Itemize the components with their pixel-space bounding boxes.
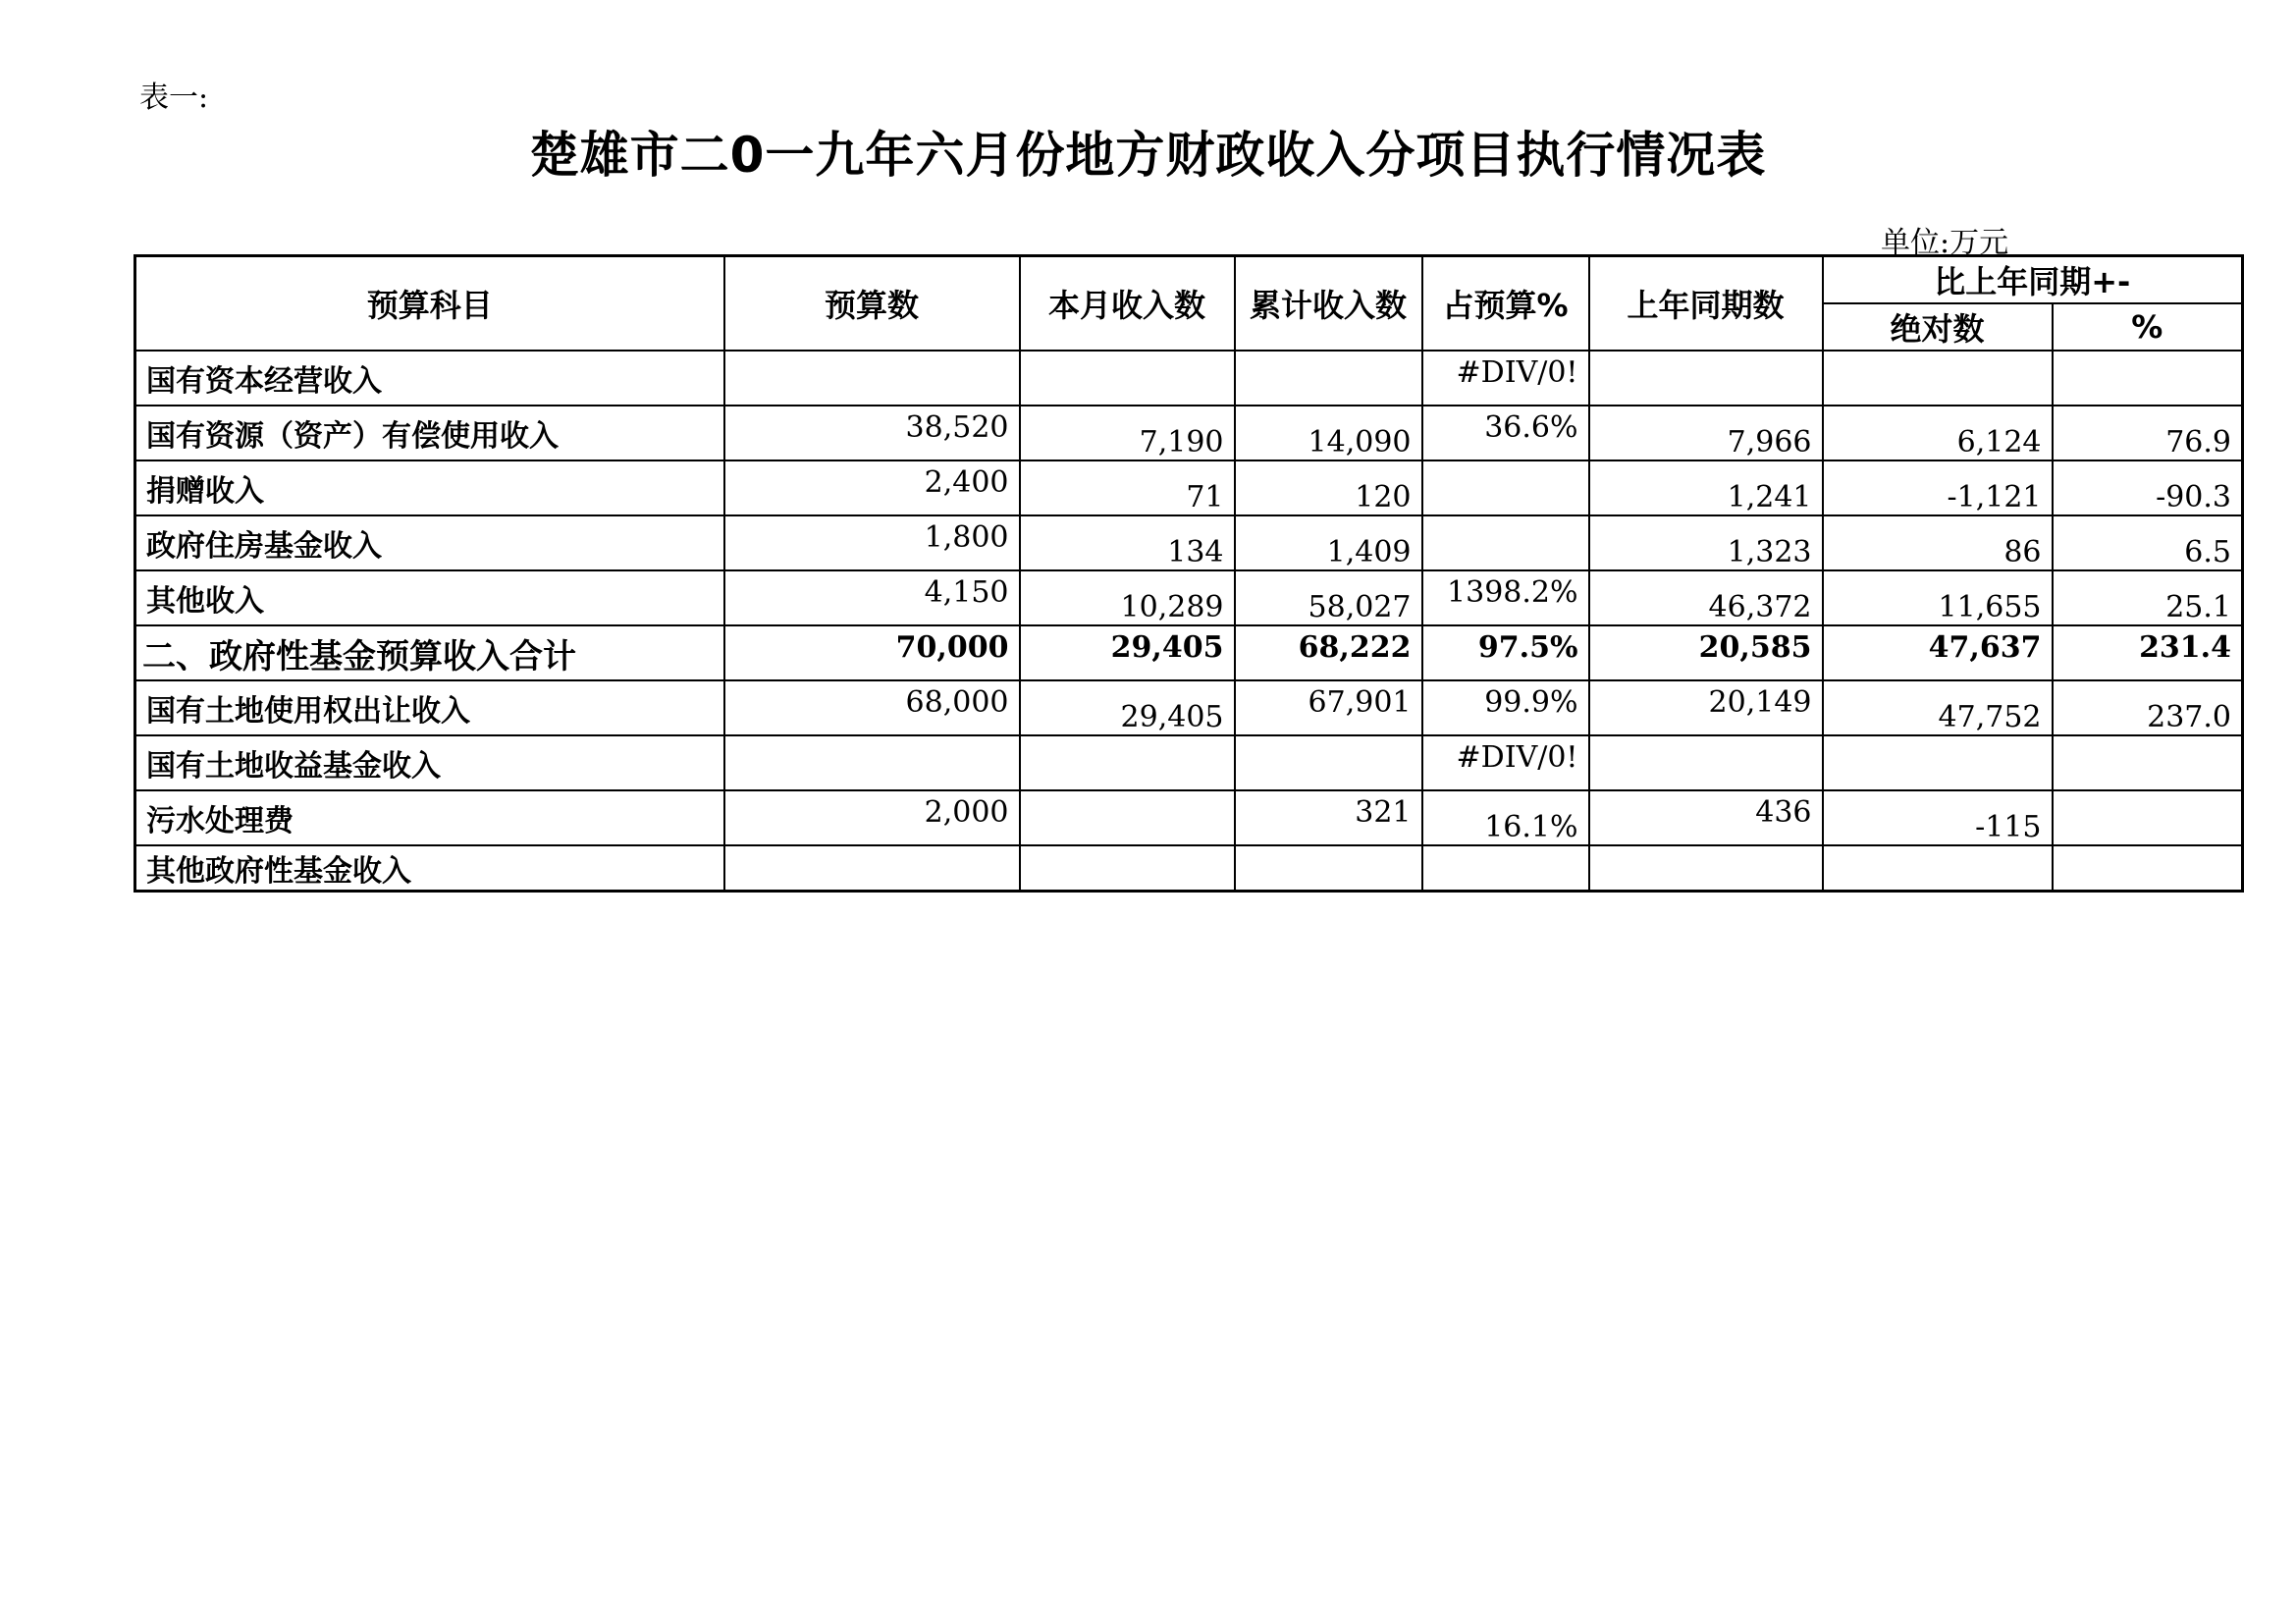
table-row xyxy=(135,570,2243,625)
table-row-total xyxy=(135,625,2243,680)
header-absolute: 绝对数 xyxy=(1823,303,2053,351)
header-compare-group: 比上年同期+- xyxy=(1823,256,2243,304)
cell-budget: 38,520 xyxy=(724,406,1020,460)
cell-cumulative: 1,409 xyxy=(1235,515,1422,570)
cell-cumulative: 120 xyxy=(1235,460,1422,515)
header-percent: % xyxy=(2053,303,2243,351)
header-month-income: 本月收入数 xyxy=(1020,256,1235,352)
table-row xyxy=(135,406,2243,460)
cell-last-year: 46,372 xyxy=(1589,570,1823,625)
cell-budget: 1,800 xyxy=(724,515,1020,570)
header-last-year: 上年同期数 xyxy=(1589,256,1823,352)
cell-rate: -90.3 xyxy=(2053,460,2243,515)
cell-pct: 16.1% xyxy=(1422,790,1589,845)
cell-month: 7,190 xyxy=(1020,406,1235,460)
cell-budget: 4,150 xyxy=(724,570,1020,625)
cell-month: 29,405 xyxy=(1020,680,1235,735)
row-name: 政府住房基金收入 xyxy=(135,515,724,570)
cell-cumulative xyxy=(1235,735,1422,790)
cell-budget xyxy=(724,351,1020,406)
header-row xyxy=(135,256,2243,304)
row-name: 国有资本经营收入 xyxy=(135,351,724,406)
cell-abs: 6,124 xyxy=(1823,406,2053,460)
row-name: 国有土地收益基金收入 xyxy=(135,735,724,790)
cell-abs xyxy=(1823,845,2053,892)
cell-cumulative: 14,090 xyxy=(1235,406,1422,460)
cell-pct: #DIV/0! xyxy=(1422,351,1589,406)
cell-month xyxy=(1020,790,1235,845)
row-name: 国有资源（资产）有偿使用收入 xyxy=(135,406,724,460)
cell-cumulative: 58,027 xyxy=(1235,570,1422,625)
cell-last-year xyxy=(1589,735,1823,790)
cell-rate: 25.1 xyxy=(2053,570,2243,625)
cell-budget: 68,000 xyxy=(724,680,1020,735)
cell-budget: 2,000 xyxy=(724,790,1020,845)
cell-month: 134 xyxy=(1020,515,1235,570)
cell-budget xyxy=(724,845,1020,892)
cell-last-year: 1,323 xyxy=(1589,515,1823,570)
header-subject: 预算科目 xyxy=(135,256,724,352)
row-name: 其他政府性基金收入 xyxy=(135,845,724,892)
cell-rate xyxy=(2053,351,2243,406)
cell-month: 29,405 xyxy=(1020,625,1235,680)
cell-cumulative: 67,901 xyxy=(1235,680,1422,735)
cell-rate xyxy=(2053,735,2243,790)
cell-abs: -1,121 xyxy=(1823,460,2053,515)
cell-pct xyxy=(1422,460,1589,515)
row-name: 污水处理费 xyxy=(135,790,724,845)
cell-cumulative xyxy=(1235,845,1422,892)
table-row xyxy=(135,735,2243,790)
cell-month: 10,289 xyxy=(1020,570,1235,625)
cell-abs: 47,637 xyxy=(1823,625,2053,680)
cell-rate xyxy=(2053,790,2243,845)
cell-last-year xyxy=(1589,845,1823,892)
cell-abs: -115 xyxy=(1823,790,2053,845)
cell-pct: 1398.2% xyxy=(1422,570,1589,625)
cell-rate xyxy=(2053,845,2243,892)
unit-label: 单位:万元 xyxy=(1881,226,2009,260)
row-name: 捐赠收入 xyxy=(135,460,724,515)
cell-last-year: 20,149 xyxy=(1589,680,1823,735)
table-row xyxy=(135,845,2243,892)
cell-pct: 36.6% xyxy=(1422,406,1589,460)
header-cumulative-income: 累计收入数 xyxy=(1235,256,1422,352)
cell-pct: 97.5% xyxy=(1422,625,1589,680)
cell-last-year: 20,585 xyxy=(1589,625,1823,680)
table-row xyxy=(135,790,2243,845)
cell-rate: 76.9 xyxy=(2053,406,2243,460)
cell-month xyxy=(1020,735,1235,790)
cell-cumulative xyxy=(1235,351,1422,406)
revenue-table xyxy=(133,254,2244,893)
cell-pct: 99.9% xyxy=(1422,680,1589,735)
cell-rate: 237.0 xyxy=(2053,680,2243,735)
header-budget: 预算数 xyxy=(724,256,1020,352)
report-title: 楚雄市二0一九年六月份地方财政收入分项目执行情况表 xyxy=(529,127,1767,184)
cell-last-year xyxy=(1589,351,1823,406)
cell-budget xyxy=(724,735,1020,790)
cell-abs: 47,752 xyxy=(1823,680,2053,735)
row-name: 二、政府性基金预算收入合计 xyxy=(135,625,724,680)
table-label: 表一: xyxy=(139,81,209,115)
table-row xyxy=(135,460,2243,515)
cell-budget: 2,400 xyxy=(724,460,1020,515)
cell-cumulative: 68,222 xyxy=(1235,625,1422,680)
table-row xyxy=(135,680,2243,735)
cell-abs: 86 xyxy=(1823,515,2053,570)
cell-pct: #DIV/0! xyxy=(1422,735,1589,790)
cell-month: 71 xyxy=(1020,460,1235,515)
cell-month xyxy=(1020,351,1235,406)
cell-last-year: 436 xyxy=(1589,790,1823,845)
cell-month xyxy=(1020,845,1235,892)
cell-last-year: 1,241 xyxy=(1589,460,1823,515)
table-row xyxy=(135,515,2243,570)
row-name: 其他收入 xyxy=(135,570,724,625)
cell-cumulative: 321 xyxy=(1235,790,1422,845)
cell-pct xyxy=(1422,515,1589,570)
cell-rate: 6.5 xyxy=(2053,515,2243,570)
header-budget-pct: 占预算% xyxy=(1422,256,1589,352)
cell-abs xyxy=(1823,735,2053,790)
row-name: 国有土地使用权出让收入 xyxy=(135,680,724,735)
cell-abs xyxy=(1823,351,2053,406)
table-row xyxy=(135,351,2243,406)
cell-budget: 70,000 xyxy=(724,625,1020,680)
cell-pct xyxy=(1422,845,1589,892)
cell-rate: 231.4 xyxy=(2053,625,2243,680)
cell-abs: 11,655 xyxy=(1823,570,2053,625)
cell-last-year: 7,966 xyxy=(1589,406,1823,460)
